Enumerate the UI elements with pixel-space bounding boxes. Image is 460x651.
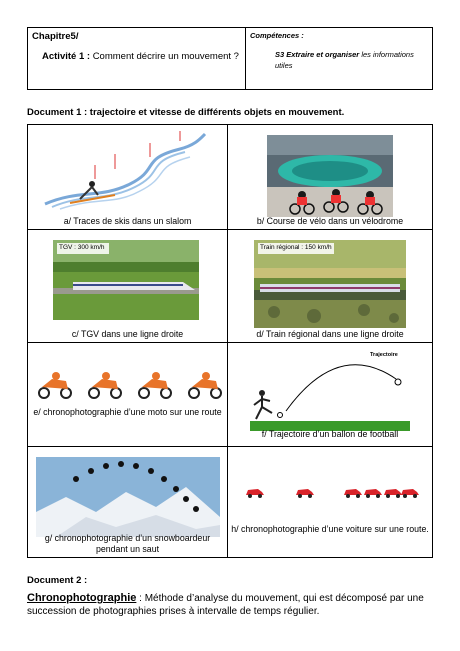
- caption-snowboard: g/ chronophotographie d’un snowboardeur pendant un saut: [44, 533, 211, 554]
- document2-title: Document 2 :: [27, 575, 88, 586]
- cell-voiture: [228, 447, 432, 557]
- header-right: [246, 28, 432, 89]
- snowboard-chronophotography: [36, 457, 220, 537]
- car-1: [246, 489, 264, 495]
- trajectoire-label: Trajectoire: [370, 352, 398, 358]
- cell-ski-slalom: [28, 125, 228, 230]
- velodrome-image: [267, 135, 393, 217]
- train-speed-sign: Train régional : 150 km/h: [260, 244, 332, 251]
- competence-code: S3 Extraire et organiser: [275, 50, 360, 59]
- train-regional-image: [254, 240, 406, 328]
- cell-tgv: [28, 230, 228, 343]
- car-4: [364, 489, 382, 495]
- ski-slalom-image: [40, 129, 210, 211]
- document2-text: [27, 592, 433, 618]
- cell-velodrome: [228, 125, 432, 230]
- chapter-title: Chapitre5/: [32, 31, 79, 42]
- football-trajectory-image: [248, 349, 418, 433]
- car-5: [384, 489, 402, 495]
- car-chronophotography: [244, 485, 420, 499]
- caption-tgv: c/ TGV dans une ligne droite: [71, 329, 184, 339]
- cell-snowboard: [28, 447, 228, 557]
- header-table: [27, 27, 433, 90]
- moto-1: [39, 372, 71, 398]
- caption-train-regional: d/ Train régional dans une ligne droite: [256, 329, 404, 339]
- moto-2: [89, 372, 121, 398]
- caption-football: f/ Trajectoire d’un ballon de football: [261, 429, 399, 439]
- cell-train-regional: [228, 230, 432, 343]
- car-2: [296, 489, 314, 495]
- tgv-image: [53, 240, 199, 320]
- caption-ski: a/ Traces de skis dans un slalom: [63, 216, 192, 226]
- car-6: [401, 489, 419, 495]
- tgv-speed-sign: TGV : 300 km/h: [59, 244, 105, 251]
- moto-3: [139, 372, 171, 398]
- caption-velodrome: b/ Course de vélo dans un vélodrome: [256, 216, 404, 226]
- header-left: [28, 28, 246, 89]
- caption-moto: e/ chronophotographie d’une moto sur une route: [33, 407, 222, 417]
- moto-4: [189, 372, 221, 398]
- car-3: [344, 489, 362, 495]
- competences-label: Compétences :: [250, 31, 304, 40]
- chronophotographie-definition: : Méthode d’analyse du mouvement, qui est décomposé par une succession de photographies prises à intervalle de temps régulier.: [27, 593, 424, 617]
- moto-chronophotography: [36, 371, 222, 399]
- document1-grid: [27, 124, 433, 558]
- activity-prefix: Activité 1 :: [42, 51, 91, 62]
- caption-voiture: h/ chronophotographie d’une voiture sur une route.: [231, 524, 429, 534]
- document1-title: Document 1 : trajectoire et vitesse de différents objets en mouvement.: [27, 107, 345, 118]
- cell-football: [228, 343, 432, 447]
- chronophotographie-term: Chronophotographie: [27, 592, 137, 604]
- competence-rest: les informations utiles: [275, 50, 414, 70]
- competence-text: [250, 49, 428, 71]
- cell-moto: [28, 343, 228, 447]
- activity-text: Comment décrire un mouvement ?: [92, 51, 239, 62]
- activity-title: [32, 51, 241, 62]
